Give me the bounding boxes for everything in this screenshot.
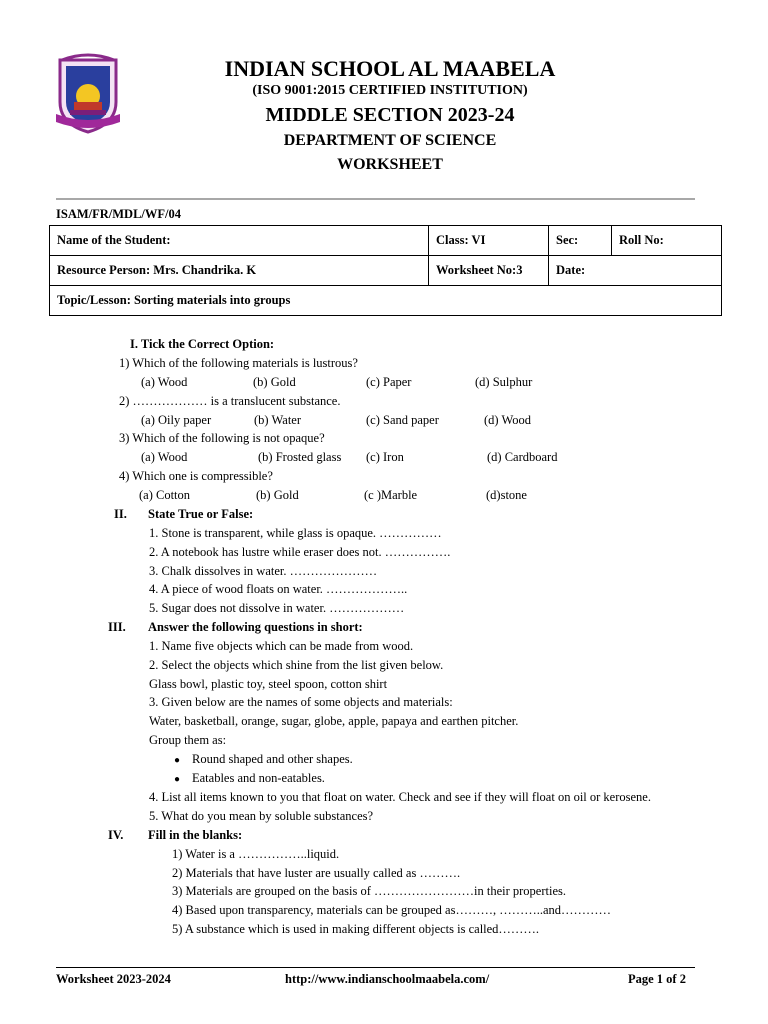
q3-option-b[interactable]: (b) Frosted glass — [258, 450, 342, 464]
section-4-title: Fill in the blanks: — [148, 828, 243, 842]
q3-option-c[interactable]: (c) Iron — [366, 450, 404, 464]
short-q-3-list: Water, basketball, orange, sugar, globe, apple, papaya and earthen pitcher. — [149, 714, 519, 728]
q4-option-a[interactable]: (a) Cotton — [139, 488, 191, 502]
q1-option-d[interactable]: (d) Sulphur — [475, 375, 533, 389]
section-3-number: III. — [108, 620, 126, 634]
topic-cell: Topic/Lesson: Sorting materials into groups — [50, 286, 722, 316]
section-1-title: I. Tick the Correct Option: — [130, 337, 275, 351]
fill-blank-1: 1) Water is a ……………..liquid. — [172, 847, 340, 861]
header-divider — [56, 198, 695, 200]
short-q-1: 1. Name five objects which can be made from wood. — [149, 639, 414, 653]
bullet-icon: ● — [174, 755, 181, 766]
date-cell[interactable]: Date: — [549, 256, 722, 286]
section-2-title: State True or False: — [148, 507, 254, 521]
fill-blank-5: 5) A substance which is used in making different objects is called………. — [172, 922, 540, 936]
section-3-title: Answer the following questions in short: — [148, 620, 363, 634]
short-q-2: 2. Select the objects which shine from the list given below. — [149, 658, 444, 672]
true-false-1: 1. Stone is transparent, while glass is opaque. …………… — [149, 526, 442, 540]
q3-option-d[interactable]: (d) Cardboard — [487, 450, 558, 464]
question-2: 2) ……………… is a translucent substance. — [119, 394, 341, 408]
footer-website-link[interactable]: http://www.indianschoolmaabela.com/ — [285, 972, 490, 986]
question-4: 4) Which one is compressible? — [119, 469, 273, 483]
true-false-4: 4. A piece of wood floats on water. ……………….. — [149, 582, 408, 596]
table-row — [50, 226, 722, 256]
fill-blank-3: 3) Materials are grouped on the basis of ……………………in their properties. — [172, 884, 567, 898]
q2-option-b[interactable]: (b) Water — [254, 413, 302, 427]
fill-blank-2: 2) Materials that have luster are usually called as ………. — [172, 866, 461, 880]
true-false-5: 5. Sugar does not dissolve in water. ……………… — [149, 601, 405, 615]
true-false-3: 3. Chalk dissolves in water. ………………… — [149, 564, 378, 578]
q1-option-b[interactable]: (b) Gold — [253, 375, 296, 389]
section-2-number: II. — [114, 507, 127, 521]
section-4-number: IV. — [108, 828, 124, 842]
school-logo — [52, 52, 124, 134]
short-q-2-list: Glass bowl, plastic toy, steel spoon, cotton shirt — [149, 677, 388, 691]
group-them-as: Group them as: — [149, 733, 227, 747]
table-row — [50, 286, 722, 316]
q4-option-d[interactable]: (d)stone — [486, 488, 527, 502]
resource-person-cell: Resource Person: Mrs. Chandrika. K — [50, 256, 429, 286]
question-3: 3) Which of the following is not opaque? — [119, 431, 325, 445]
q2-option-c[interactable]: (c) Sand paper — [366, 413, 439, 427]
footer-worksheet-year: Worksheet 2023-2024 — [56, 972, 171, 986]
q4-option-c[interactable]: (c )Marble — [364, 488, 418, 502]
worksheet-no-cell: Worksheet No:3 — [429, 256, 549, 286]
q4-option-b[interactable]: (b) Gold — [256, 488, 299, 502]
fill-blank-4: 4) Based upon transparency, materials can be grouped as………, ………..and………… — [172, 903, 612, 917]
school-name: INDIAN SCHOOL AL MAABELA — [224, 56, 556, 81]
q1-option-c[interactable]: (c) Paper — [366, 375, 412, 389]
form-code: ISAM/FR/MDL/WF/04 — [56, 207, 181, 221]
q3-option-a[interactable]: (a) Wood — [141, 450, 188, 464]
iso-certification: (ISO 9001:2015 CERTIFIED INSTITUTION) — [252, 83, 528, 98]
footer-page-number: Page 1 of 2 — [628, 972, 686, 986]
q1-option-a[interactable]: (a) Wood — [141, 375, 188, 389]
q2-option-a[interactable]: (a) Oily paper — [141, 413, 212, 427]
table-row — [50, 256, 722, 286]
footer-divider — [56, 967, 695, 968]
class-cell: Class: VI — [429, 226, 549, 256]
student-info-table — [49, 225, 722, 316]
document-type: WORKSHEET — [337, 156, 443, 173]
department-title: DEPARTMENT OF SCIENCE — [283, 132, 497, 149]
bullet-icon: ● — [174, 774, 181, 785]
student-name-cell[interactable]: Name of the Student: — [50, 226, 429, 256]
section-title: MIDDLE SECTION 2023-24 — [265, 104, 515, 126]
group-option-1: Round shaped and other shapes. — [192, 752, 353, 766]
q2-option-d[interactable]: (d) Wood — [484, 413, 532, 427]
short-q-4: 4. List all items known to you that float on water. Check and see if they will float on oil or kerosene. — [149, 790, 651, 804]
true-false-2: 2. A notebook has lustre while eraser does not. ……………. — [149, 545, 451, 559]
roll-no-cell[interactable]: Roll No: — [612, 226, 722, 256]
short-q-3: 3. Given below are the names of some objects and materials: — [149, 695, 453, 709]
group-option-2: Eatables and non-eatables. — [192, 771, 325, 785]
short-q-5: 5. What do you mean by soluble substances? — [149, 809, 374, 823]
sec-cell[interactable]: Sec: — [549, 226, 612, 256]
question-1: 1) Which of the following materials is lustrous? — [119, 356, 358, 370]
